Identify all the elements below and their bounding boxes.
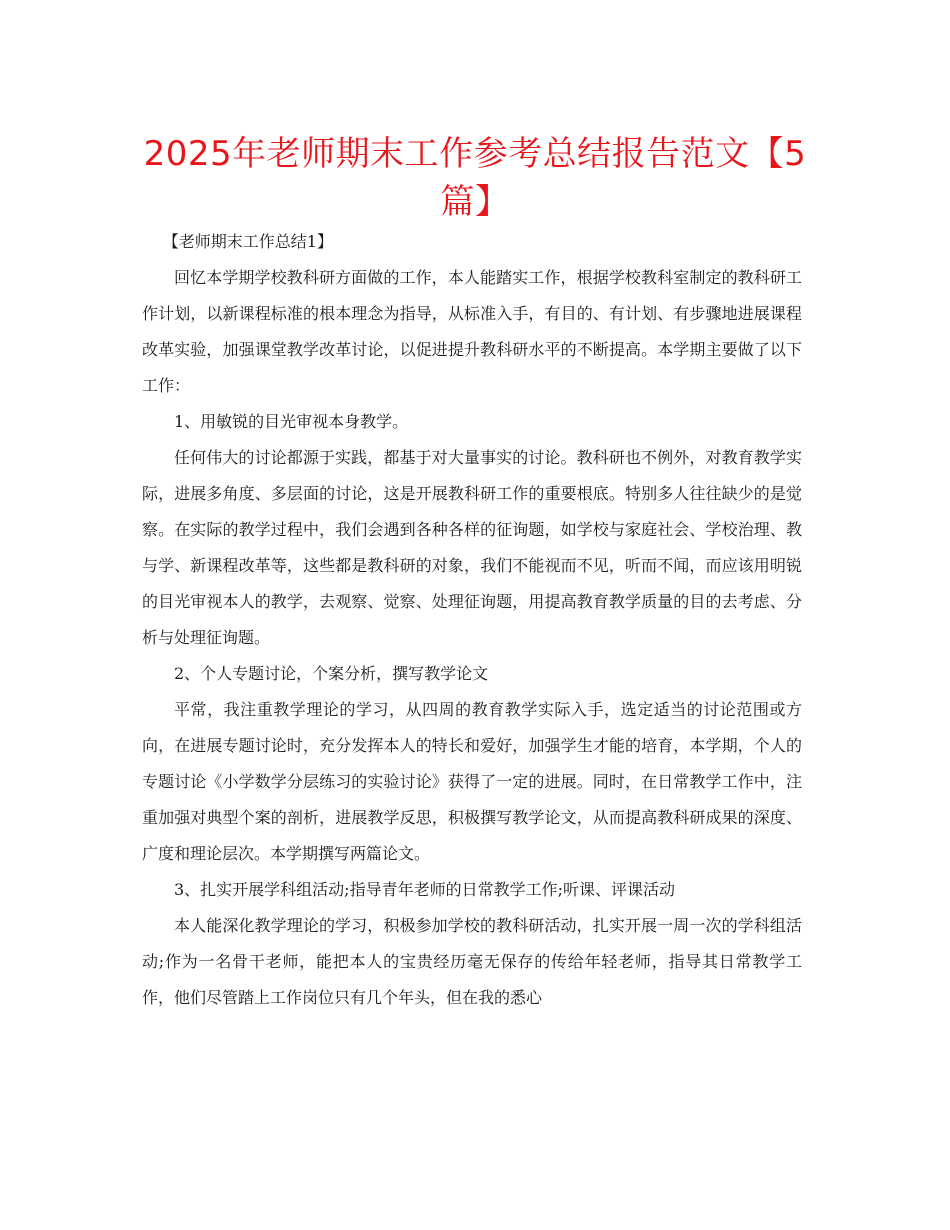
subheading-2: 2、个人专题讨论，个案分析，撰写教学论文 — [174, 664, 489, 683]
subheading-3: 3、扎实开展学科组活动;指导青年老师的日常教学工作;听课、评课活动 — [174, 880, 675, 899]
paragraph-1: 任何伟大的讨论都源于实践，都基于对大量事实的讨论。教科研也不例外，对教育教学实际，进展多角度、多层面的讨论，这是开展教科研工作的重要根底。特别多人往往缺少的是觉察。在实际的教学过程中，我们会遇到各种各样的征询题，如学校与家庭社会、学校治理、教与学、新课程改革等，这些都是教科研的对象，我们不能视而不见，听而不闻，而应该用明锐的目光审视本人的教学，去观察、觉察、处理征询题，用提高教育教学质量的目的去考虑、分析与处理征询题。 — [142, 448, 802, 647]
paragraph-3: 本人能深化教学理论的学习，积极参加学校的教科研活动，扎实开展一周一次的学科组活动;作为一名骨干老师，能把本人的宝贵经历毫无保存的传给年轻老师，指导其日常教学工作，他们尽管踏上工作岗位只有几个年头，但在我的悉心 — [142, 916, 802, 1007]
section-heading: 【老师期末工作总结1】 — [162, 232, 333, 251]
paragraph-2: 平常，我注重教学理论的学习，从四周的教育教学实际入手，选定适当的讨论范围或方向，在进展专题讨论时，充分发挥本人的特长和爱好，加强学生才能的培育，本学期，个人的专题讨论《小学数学分层练习的实验讨论》获得了一定的进展。同时，在日常教学工作中，注重加强对典型个案的剖析，进展教学反思，积极撰写教学论文，从而提高教科研成果的深度、广度和理论层次。本学期撰写两篇论文。 — [142, 700, 802, 863]
paragraph-intro: 回忆本学期学校教科研方面做的工作，本人能踏实工作，根据学校教科室制定的教科研工作计划，以新课程标准的根本理念为指导，从标准入手，有目的、有计划、有步骤地进展课程改革实验，加强课堂教学改革讨论，以促进提升教科研水平的不断提高。本学期主要做了以下工作： — [142, 268, 802, 395]
subheading-1: 1、用敏锐的目光审视本身教学。 — [174, 412, 409, 431]
document-title: 2025年老师期末工作参考总结报告范文【5篇】 — [143, 134, 807, 222]
document-body — [142, 224, 802, 1016]
